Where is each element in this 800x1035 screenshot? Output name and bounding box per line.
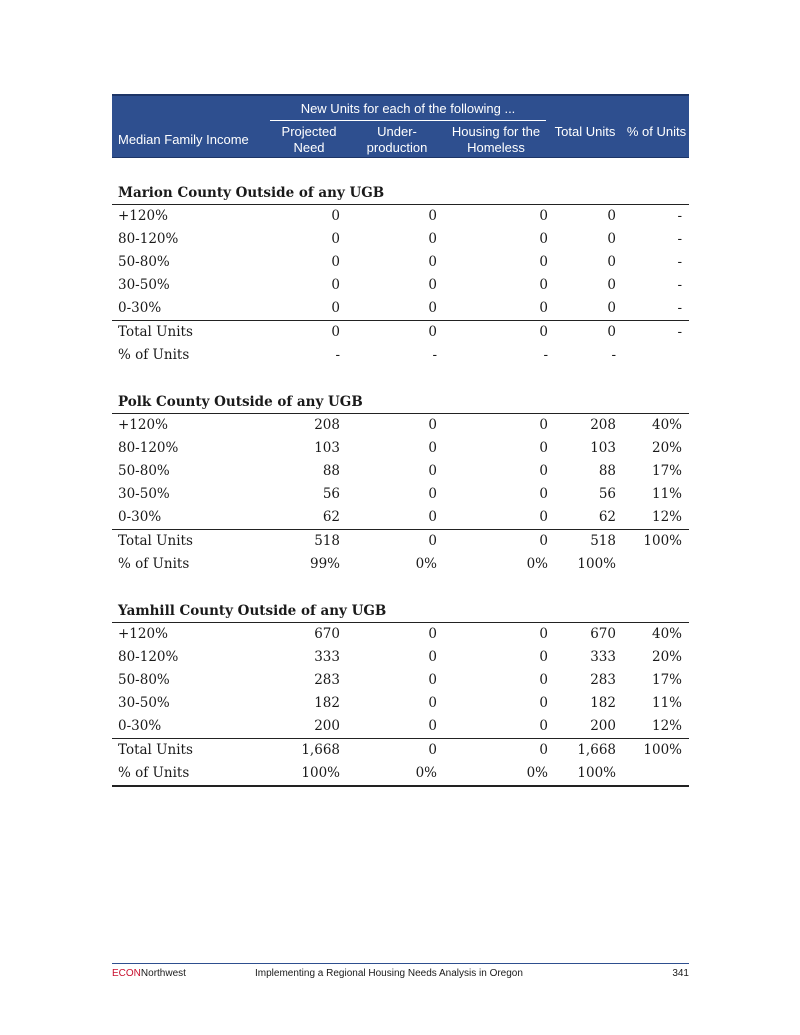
table-row xyxy=(112,483,689,506)
footer-title: Implementing a Regional Housing Needs Analysis in Oregon xyxy=(255,968,523,979)
cell-v1: 333 xyxy=(314,649,340,665)
cell-v1: 56 xyxy=(322,486,340,502)
section-gap xyxy=(112,367,689,391)
cell-v2: 0 xyxy=(428,672,437,688)
cell-v5: - xyxy=(677,231,682,247)
cell-v3: 0 xyxy=(539,417,548,433)
cell-v5: - xyxy=(677,324,682,340)
cell-v2: 0 xyxy=(428,231,437,247)
table-header xyxy=(112,94,689,158)
row-label: Total Units xyxy=(118,533,193,549)
pct-row xyxy=(112,553,689,576)
header-projected-need: Projected Need xyxy=(281,124,337,155)
cell-v3: 0 xyxy=(539,231,548,247)
cell-v1: 518 xyxy=(314,533,340,549)
row-label: 30-50% xyxy=(118,695,170,711)
cell-v2: 0 xyxy=(428,277,437,293)
cell-v1: 283 xyxy=(314,672,340,688)
brand-econ: ECON xyxy=(112,968,141,979)
cell-v5: 11% xyxy=(651,486,682,502)
cell-v1: 0 xyxy=(331,208,340,224)
cell-v1: 670 xyxy=(314,626,340,642)
cell-v5: 40% xyxy=(651,417,682,433)
row-label: 80-120% xyxy=(118,231,179,247)
row-label: +120% xyxy=(118,626,168,642)
row-label: 0-30% xyxy=(118,509,162,525)
cell-v4: 0 xyxy=(607,324,616,340)
cell-v4: 0 xyxy=(607,208,616,224)
cell-v2: 0 xyxy=(428,324,437,340)
cell-v3: 0 xyxy=(539,300,548,316)
table-row xyxy=(112,228,689,251)
cell-v1: 0 xyxy=(331,324,340,340)
cell-v5: - xyxy=(677,300,682,316)
cell-v1: 100% xyxy=(301,765,340,781)
cell-v2: 0 xyxy=(428,463,437,479)
header-span-label: New Units for each of the following ... xyxy=(270,101,546,121)
row-label: 80-120% xyxy=(118,440,179,456)
section-title: Yamhill County Outside of any UGB xyxy=(112,600,689,623)
row-label: 80-120% xyxy=(118,649,179,665)
header-pct-units: % of Units xyxy=(626,124,687,139)
brand-n: N xyxy=(140,968,149,979)
cell-v4: 518 xyxy=(590,533,616,549)
cell-v4: 0 xyxy=(607,231,616,247)
cell-v2: 0 xyxy=(428,533,437,549)
cell-v1: 0 xyxy=(331,300,340,316)
cell-v4: 1,668 xyxy=(577,742,616,758)
cell-v4: 56 xyxy=(598,486,616,502)
cell-v3: 0 xyxy=(539,718,548,734)
row-label: 30-50% xyxy=(118,277,170,293)
cell-v3: 0 xyxy=(539,672,548,688)
header-total-units: Total Units xyxy=(554,124,616,139)
header-underproduction: Under- production xyxy=(366,124,428,155)
pct-row xyxy=(112,344,689,367)
cell-v5: - xyxy=(677,208,682,224)
cell-v4: 0 xyxy=(607,254,616,270)
cell-v5: 12% xyxy=(651,718,682,734)
table-row xyxy=(112,251,689,274)
row-label: +120% xyxy=(118,208,168,224)
housing-needs-table xyxy=(112,94,689,787)
row-label: 30-50% xyxy=(118,486,170,502)
cell-v2: 0 xyxy=(428,626,437,642)
section-title: Polk County Outside of any UGB xyxy=(112,391,689,414)
cell-v1: 1,668 xyxy=(301,742,340,758)
cell-v4: 100% xyxy=(577,765,616,781)
row-label: % of Units xyxy=(118,347,190,363)
cell-v3: 0 xyxy=(539,695,548,711)
cell-v4: 88 xyxy=(598,463,616,479)
cell-v2: 0 xyxy=(428,440,437,456)
cell-v2: 0 xyxy=(428,417,437,433)
total-row xyxy=(112,529,689,553)
cell-v3: 0 xyxy=(539,509,548,525)
row-label: 50-80% xyxy=(118,672,170,688)
cell-v3: - xyxy=(543,347,548,363)
cell-v1: - xyxy=(335,347,340,363)
cell-v1: 0 xyxy=(331,231,340,247)
cell-v4: 208 xyxy=(590,417,616,433)
cell-v4: 333 xyxy=(590,649,616,665)
cell-v3: 0 xyxy=(539,277,548,293)
cell-v2: 0 xyxy=(428,254,437,270)
cell-v3: 0 xyxy=(539,440,548,456)
cell-v5: 17% xyxy=(651,672,682,688)
cell-v5: 20% xyxy=(651,649,682,665)
section-gap xyxy=(112,576,689,600)
header-median-income: Median Family Income xyxy=(118,132,249,147)
cell-v2: 0 xyxy=(428,718,437,734)
cell-v4: 283 xyxy=(590,672,616,688)
row-label: 50-80% xyxy=(118,463,170,479)
row-label: % of Units xyxy=(118,556,190,572)
table-row xyxy=(112,274,689,297)
cell-v3: 0 xyxy=(539,463,548,479)
table-row xyxy=(112,715,689,738)
cell-v4: 0 xyxy=(607,277,616,293)
table-row xyxy=(112,460,689,483)
row-label: 0-30% xyxy=(118,300,162,316)
cell-v5: 40% xyxy=(651,626,682,642)
footer-brand xyxy=(112,966,186,982)
cell-v4: 182 xyxy=(590,695,616,711)
cell-v1: 0 xyxy=(331,277,340,293)
cell-v4: 0 xyxy=(607,300,616,316)
cell-v1: 0 xyxy=(331,254,340,270)
section-title: Marion County Outside of any UGB xyxy=(112,182,689,205)
cell-v3: 0 xyxy=(539,486,548,502)
cell-v3: 0 xyxy=(539,254,548,270)
cell-v4: 100% xyxy=(577,556,616,572)
header-homeless: Housing for the Homeless xyxy=(451,124,541,155)
cell-v5: 20% xyxy=(651,440,682,456)
cell-v1: 99% xyxy=(309,556,340,572)
row-label: 50-80% xyxy=(118,254,170,270)
cell-v4: 200 xyxy=(590,718,616,734)
cell-v4: 62 xyxy=(598,509,616,525)
cell-v2: 0 xyxy=(428,486,437,502)
table-row xyxy=(112,205,689,228)
cell-v5: - xyxy=(677,254,682,270)
cell-v3: 0 xyxy=(539,626,548,642)
cell-v2: 0% xyxy=(415,765,437,781)
cell-v4: 670 xyxy=(590,626,616,642)
cell-v2: 0% xyxy=(415,556,437,572)
table-row xyxy=(112,646,689,669)
page-number: 341 xyxy=(672,968,689,979)
cell-v2: 0 xyxy=(428,509,437,525)
section-gap xyxy=(112,158,689,182)
table-body xyxy=(112,158,689,787)
cell-v5: - xyxy=(677,277,682,293)
total-row xyxy=(112,738,689,762)
table-row xyxy=(112,623,689,646)
cell-v3: 0 xyxy=(539,533,548,549)
row-label: Total Units xyxy=(118,324,193,340)
cell-v2: 0 xyxy=(428,300,437,316)
table-row xyxy=(112,692,689,715)
row-label: +120% xyxy=(118,417,168,433)
cell-v4: - xyxy=(611,347,616,363)
cell-v5: 17% xyxy=(651,463,682,479)
cell-v1: 182 xyxy=(314,695,340,711)
cell-v1: 103 xyxy=(314,440,340,456)
cell-v1: 62 xyxy=(322,509,340,525)
cell-v5: 12% xyxy=(651,509,682,525)
cell-v5: 100% xyxy=(643,533,682,549)
row-label: % of Units xyxy=(118,765,190,781)
table-row xyxy=(112,414,689,437)
row-label: Total Units xyxy=(118,742,193,758)
table-row xyxy=(112,669,689,692)
table-row xyxy=(112,297,689,320)
cell-v2: 0 xyxy=(428,208,437,224)
cell-v3: 0 xyxy=(539,324,548,340)
brand-rest: orthwest xyxy=(148,968,186,979)
cell-v3: 0 xyxy=(539,742,548,758)
total-row xyxy=(112,320,689,344)
cell-v3: 0% xyxy=(526,556,548,572)
table-row xyxy=(112,437,689,460)
cell-v4: 103 xyxy=(590,440,616,456)
cell-v2: - xyxy=(432,347,437,363)
cell-v1: 208 xyxy=(314,417,340,433)
cell-v3: 0% xyxy=(526,765,548,781)
row-label: 0-30% xyxy=(118,718,162,734)
cell-v1: 88 xyxy=(322,463,340,479)
cell-v5: 11% xyxy=(651,695,682,711)
cell-v2: 0 xyxy=(428,742,437,758)
cell-v5: 100% xyxy=(643,742,682,758)
cell-v1: 200 xyxy=(314,718,340,734)
pct-row xyxy=(112,762,689,787)
page-footer xyxy=(112,963,689,982)
cell-v3: 0 xyxy=(539,208,548,224)
cell-v2: 0 xyxy=(428,649,437,665)
table-row xyxy=(112,506,689,529)
cell-v3: 0 xyxy=(539,649,548,665)
cell-v2: 0 xyxy=(428,695,437,711)
